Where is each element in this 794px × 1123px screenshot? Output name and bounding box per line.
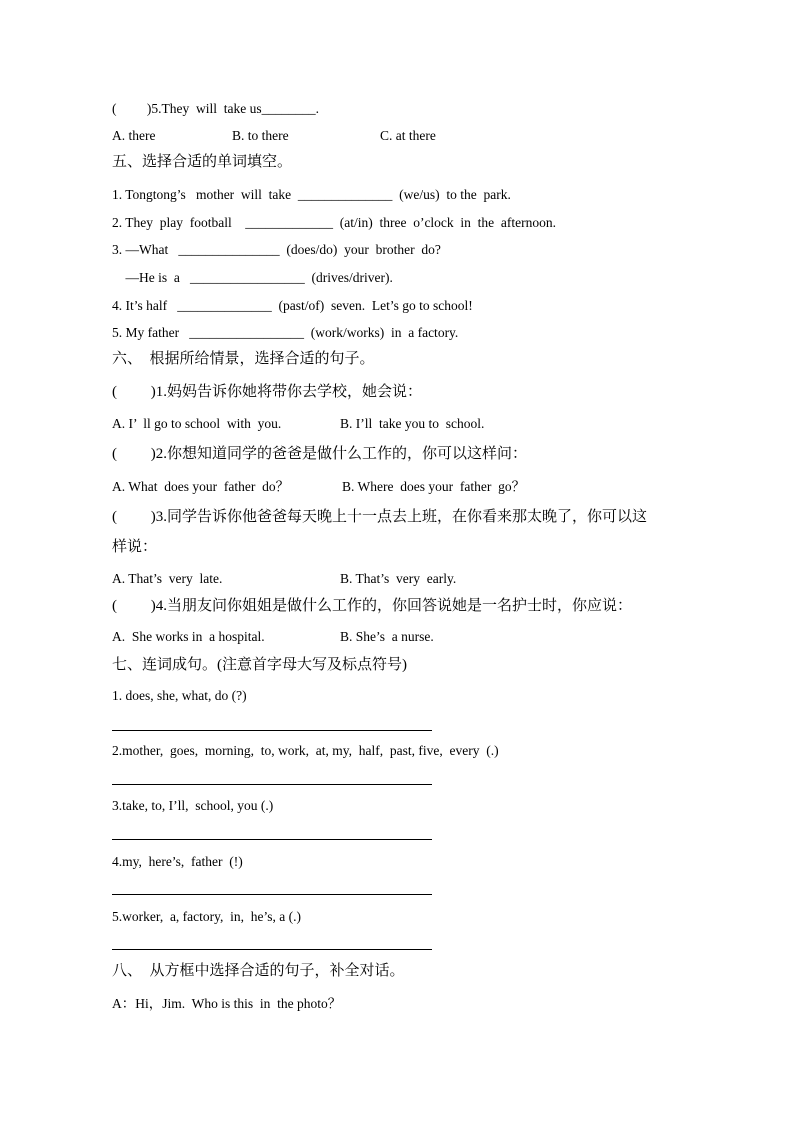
section7-item-1: 1. does, she, what, do (?) (112, 688, 247, 703)
section5-item-4: 4. It’s half ______________ (past/of) seven. Let’s go to school! (112, 298, 473, 313)
section6-q1: ( )1.妈妈告诉你她将带你去学校，她会说： (112, 384, 422, 400)
section7-item-2: 2.mother, goes, morning, to, work, at, my, half, past, five, every (.) (112, 743, 499, 758)
q5-option-b: B. to there (232, 128, 289, 143)
section6-q1-option-a: A. I’ ll go to school with you. (112, 416, 282, 431)
answer-line-1[interactable] (112, 730, 432, 731)
section7-item-5: 5.worker, a, factory, in, he’s, a (.) (112, 909, 302, 924)
section6-title: 六、 根据所给情景，选择合适的句子。 (112, 351, 375, 367)
section6-q4: ( )4.当朋友问你姐姐是做什么工作的，你回答说她是一名护士时，你应说： (112, 598, 632, 614)
section6-q1-option-b: B. I’ll take you to school. (340, 416, 485, 431)
answer-line-2[interactable] (112, 784, 432, 785)
section6-q3-option-b: B. That’s very early. (340, 571, 457, 586)
section6-q2-option-a: A. What does your father do？ (112, 479, 290, 494)
section6-q2-option-b: B. Where does your father go？ (342, 479, 526, 494)
section7-item-4: 4.my, here’s, father (!) (112, 854, 243, 869)
section8-dialog-line-1: A：Hi，Jim. Who is this in the photo？ (112, 996, 342, 1011)
section7-title: 七、连词成句。(注意首字母大写及标点符号) (112, 657, 407, 673)
section7-item-3: 3.take, to, I’ll, school, you (.) (112, 798, 274, 813)
section6-q3-line2: 样说： (112, 539, 158, 555)
answer-line-3[interactable] (112, 839, 432, 840)
section6-q4-option-a: A. She works in a hospital. (112, 629, 265, 644)
section5-item-5: 5. My father _________________ (work/works) in a factory. (112, 325, 459, 340)
section5-item-3-answer: —He is a _________________ (drives/driver). (112, 270, 393, 285)
section6-q3-line1: ( )3.同学告诉你他爸爸每天晚上十一点去上班，在你看来那太晚了，你可以这 (112, 509, 647, 525)
q5-stem: ( )5.They will take us________. (112, 101, 319, 116)
q5-option-c: C. at there (380, 128, 436, 143)
answer-line-4[interactable] (112, 894, 432, 895)
q5-option-a: A. there (112, 128, 156, 143)
answer-line-5[interactable] (112, 949, 432, 950)
section6-q4-option-b: B. She’s a nurse. (340, 629, 434, 644)
section5-item-1: 1. Tongtong’s mother will take ______________ (we/us) to the park. (112, 187, 511, 202)
section8-title: 八、 从方框中选择合适的句子，补全对话。 (112, 963, 405, 979)
section6-q2: ( )2.你想知道同学的爸爸是做什么工作的，你可以这样问： (112, 446, 527, 462)
section5-title: 五、选择合适的单词填空。 (112, 154, 293, 170)
section6-q3-option-a: A. That’s very late. (112, 571, 223, 586)
section5-item-2: 2. They play football _____________ (at/in) three o’clock in the afternoon. (112, 215, 557, 230)
section5-item-3: 3. —What _______________ (does/do) your brother do? (112, 242, 441, 257)
